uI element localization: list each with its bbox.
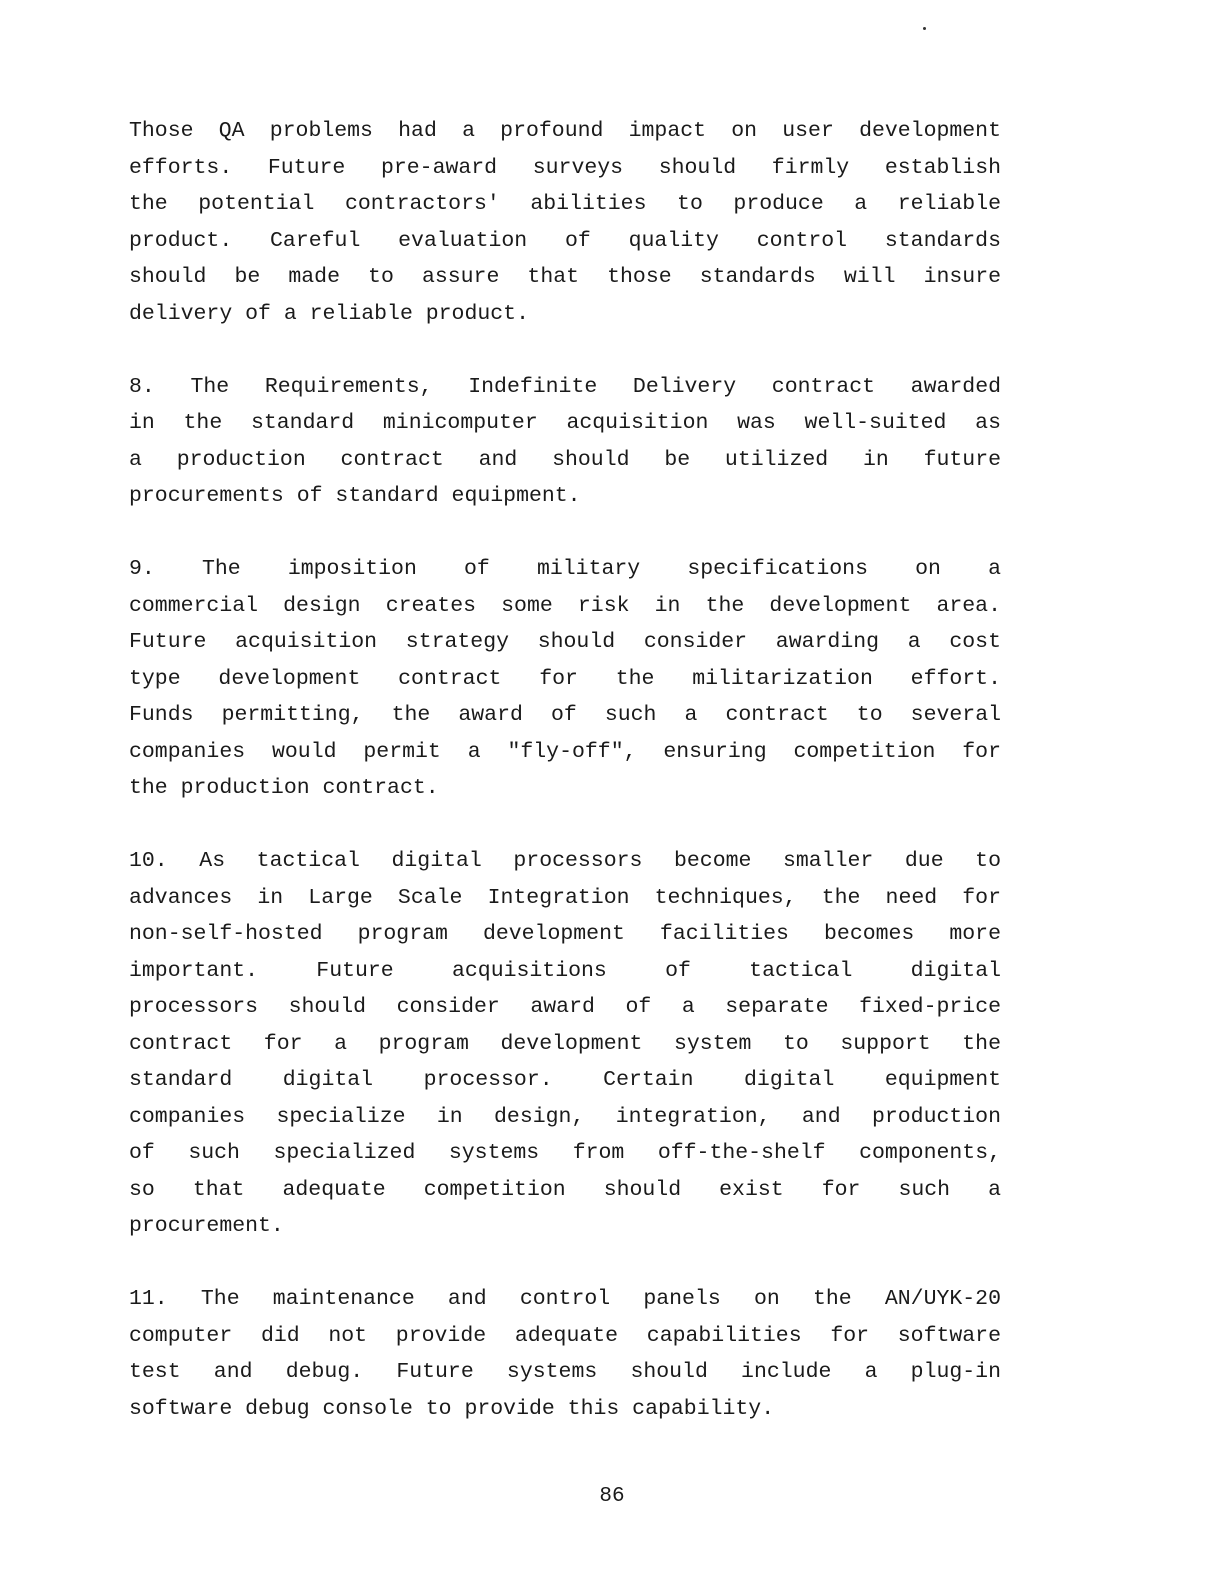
text-line: 10. As tactical digital processors become smaller due to bbox=[129, 849, 1001, 873]
paragraph-item-9 bbox=[129, 551, 1001, 807]
paragraph-item-11 bbox=[129, 1281, 1001, 1427]
text-line: test and debug. Future systems should include a plug-in bbox=[129, 1360, 1001, 1384]
text-line: the production contract. bbox=[129, 776, 439, 800]
text-line: product. Careful evaluation of quality control standards bbox=[129, 228, 1001, 253]
text-line: efforts. Future pre-award surveys should firmly establish bbox=[129, 155, 1001, 180]
text-line: 8. The Requirements, Indefinite Delivery contract awarded bbox=[129, 374, 1001, 399]
text-line: 11. The maintenance and control panels on the AN/UYK-20 bbox=[129, 1287, 1001, 1311]
text-line: companies would permit a "fly-off", ensuring competition for bbox=[129, 739, 1001, 764]
text-line: Those QA problems had a profound impact on user development bbox=[129, 119, 1001, 143]
text-line: a production contract and should be utilized in future bbox=[129, 447, 1001, 472]
text-line: Funds permitting, the award of such a contract to several bbox=[129, 703, 1001, 727]
text-line: standard digital processor. Certain digital equipment bbox=[129, 1068, 1001, 1092]
text-line: commercial design creates some risk in the development area. bbox=[129, 593, 1001, 618]
text-line: important. Future acquisitions of tactical digital bbox=[129, 958, 1001, 983]
text-line: software debug console to provide this capability. bbox=[129, 1396, 775, 1421]
scan-speck bbox=[923, 27, 926, 30]
text-line: so that adequate competition should exist for such a bbox=[129, 1177, 1001, 1202]
text-line: computer did not provide adequate capabilities for software bbox=[129, 1323, 1001, 1348]
text-line: processors should consider award of a separate fixed-price bbox=[129, 995, 1001, 1019]
text-line: 9. The imposition of military specifications on a bbox=[129, 557, 1001, 581]
text-line: of such specialized systems from off-the-shelf components, bbox=[129, 1141, 1001, 1165]
text-line: should be made to assure that those standards will insure bbox=[129, 265, 1001, 289]
paragraph-qa-problems bbox=[129, 113, 1001, 332]
text-line: procurement. bbox=[129, 1214, 284, 1238]
text-line: companies specialize in design, integration, and production bbox=[129, 1104, 1001, 1129]
paragraph-item-10 bbox=[129, 843, 1001, 1245]
text-line: type development contract for the militarization effort. bbox=[129, 666, 1001, 691]
text-line: contract for a program development system to support the bbox=[129, 1031, 1001, 1056]
text-line: delivery of a reliable product. bbox=[129, 301, 529, 326]
paragraph-item-8 bbox=[129, 369, 1001, 515]
text-line: the potential contractors' abilities to produce a reliable bbox=[129, 192, 1001, 216]
text-line: Future acquisition strategy should consider awarding a cost bbox=[129, 630, 1001, 654]
text-line: procurements of standard equipment. bbox=[129, 484, 581, 508]
body-text bbox=[129, 113, 1001, 1464]
text-line: advances in Large Scale Integration techniques, the need for bbox=[129, 885, 1001, 910]
page-number: 86 bbox=[599, 1485, 625, 1508]
text-line: non-self-hosted program development facilities becomes more bbox=[129, 922, 1001, 946]
text-line: in the standard minicomputer acquisition was well-suited as bbox=[129, 411, 1001, 435]
